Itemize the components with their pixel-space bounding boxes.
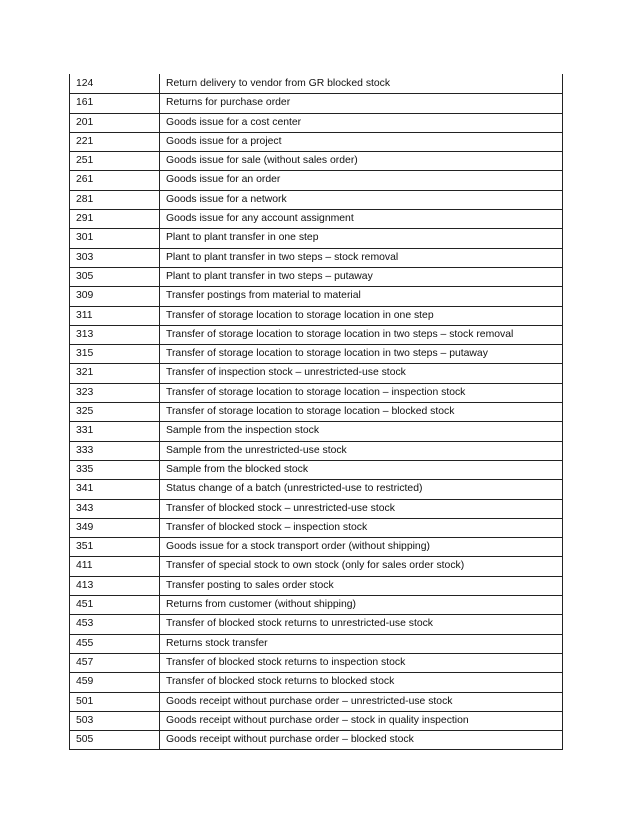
movement-description-cell: Sample from the inspection stock [160,422,563,441]
movement-description-cell: Goods issue for sale (without sales order) [160,152,563,171]
movement-code-cell: 333 [70,441,160,460]
movement-type-table [69,74,563,750]
movement-code-cell: 503 [70,711,160,730]
movement-description-cell: Plant to plant transfer in two steps – putaway [160,267,563,286]
movement-description-cell: Plant to plant transfer in one step [160,229,563,248]
table-row [70,499,563,518]
movement-code-cell: 311 [70,306,160,325]
movement-code-cell: 303 [70,248,160,267]
table-row [70,287,563,306]
movement-description-cell: Sample from the blocked stock [160,460,563,479]
movement-code-cell: 335 [70,460,160,479]
movement-code-cell: 305 [70,267,160,286]
movement-description-cell: Goods issue for a stock transport order (without shipping) [160,538,563,557]
movement-description-cell: Transfer of special stock to own stock (only for sales order stock) [160,557,563,576]
table-row [70,422,563,441]
movement-description-cell: Transfer postings from material to material [160,287,563,306]
movement-code-cell: 251 [70,152,160,171]
movement-code-cell: 351 [70,538,160,557]
table-row [70,480,563,499]
table-row [70,596,563,615]
table-row [70,692,563,711]
movement-description-cell: Goods receipt without purchase order – stock in quality inspection [160,711,563,730]
movement-description-cell: Transfer of inspection stock – unrestricted-use stock [160,364,563,383]
movement-description-cell: Goods issue for a network [160,190,563,209]
movement-code-cell: 261 [70,171,160,190]
movement-description-cell: Transfer of blocked stock returns to blocked stock [160,673,563,692]
movement-code-cell: 505 [70,731,160,750]
table-row [70,441,563,460]
movement-description-cell: Returns for purchase order [160,94,563,113]
movement-code-cell: 124 [70,75,160,94]
table-row [70,383,563,402]
movement-description-cell: Transfer of storage location to storage location in two steps – putaway [160,345,563,364]
movement-description-cell: Transfer of storage location to storage location in two steps – stock removal [160,325,563,344]
movement-description-cell: Transfer of storage location to storage location in one step [160,306,563,325]
movement-description-cell: Returns stock transfer [160,634,563,653]
table-row [70,460,563,479]
table-row [70,403,563,422]
movement-description-cell: Transfer of blocked stock returns to inspection stock [160,653,563,672]
table-row [70,711,563,730]
movement-code-cell: 281 [70,190,160,209]
movement-code-cell: 453 [70,615,160,634]
movement-description-cell: Transfer of blocked stock – unrestricted-use stock [160,499,563,518]
movement-code-cell: 451 [70,596,160,615]
movement-description-cell: Plant to plant transfer in two steps – stock removal [160,248,563,267]
movement-description-cell: Goods receipt without purchase order – blocked stock [160,731,563,750]
movement-description-cell: Transfer posting to sales order stock [160,576,563,595]
movement-description-cell: Goods issue for any account assignment [160,210,563,229]
table-row [70,248,563,267]
movement-description-cell: Returns from customer (without shipping) [160,596,563,615]
table-row [70,94,563,113]
table-row [70,615,563,634]
table-row [70,267,563,286]
table-row [70,306,563,325]
movement-code-cell: 411 [70,557,160,576]
movement-description-cell: Goods issue for an order [160,171,563,190]
table-row [70,576,563,595]
table-row [70,229,563,248]
movement-description-cell: Transfer of storage location to storage location – blocked stock [160,403,563,422]
table-row [70,364,563,383]
table-row [70,731,563,750]
movement-code-cell: 455 [70,634,160,653]
table-row [70,673,563,692]
table-row [70,152,563,171]
movement-code-cell: 221 [70,132,160,151]
movement-description-cell: Return delivery to vendor from GR blocked stock [160,75,563,94]
movement-code-cell: 323 [70,383,160,402]
movement-code-cell: 341 [70,480,160,499]
movement-description-cell: Goods receipt without purchase order – unrestricted-use stock [160,692,563,711]
movement-code-cell: 325 [70,403,160,422]
movement-code-cell: 201 [70,113,160,132]
movement-description-cell: Transfer of blocked stock returns to unrestricted-use stock [160,615,563,634]
movement-code-cell: 315 [70,345,160,364]
movement-code-cell: 313 [70,325,160,344]
movement-code-cell: 349 [70,518,160,537]
movement-code-cell: 501 [70,692,160,711]
movement-code-cell: 291 [70,210,160,229]
table-row [70,557,563,576]
table-row [70,210,563,229]
table-row [70,325,563,344]
table-row [70,113,563,132]
table-row [70,171,563,190]
movement-code-cell: 321 [70,364,160,383]
table-row [70,132,563,151]
movement-description-cell: Transfer of storage location to storage location – inspection stock [160,383,563,402]
table-row [70,345,563,364]
movement-description-cell: Sample from the unrestricted-use stock [160,441,563,460]
table-row [70,538,563,557]
table-row [70,75,563,94]
table-row [70,653,563,672]
movement-code-cell: 301 [70,229,160,248]
movement-code-cell: 331 [70,422,160,441]
table-row [70,634,563,653]
table-row [70,190,563,209]
movement-code-cell: 413 [70,576,160,595]
movement-code-cell: 343 [70,499,160,518]
movement-description-cell: Goods issue for a cost center [160,113,563,132]
movement-description-cell: Transfer of blocked stock – inspection stock [160,518,563,537]
movement-code-cell: 459 [70,673,160,692]
table-body [70,75,563,750]
movement-code-cell: 309 [70,287,160,306]
movement-description-cell: Goods issue for a project [160,132,563,151]
table-row [70,518,563,537]
movement-code-cell: 457 [70,653,160,672]
movement-description-cell: Status change of a batch (unrestricted-use to restricted) [160,480,563,499]
movement-code-cell: 161 [70,94,160,113]
